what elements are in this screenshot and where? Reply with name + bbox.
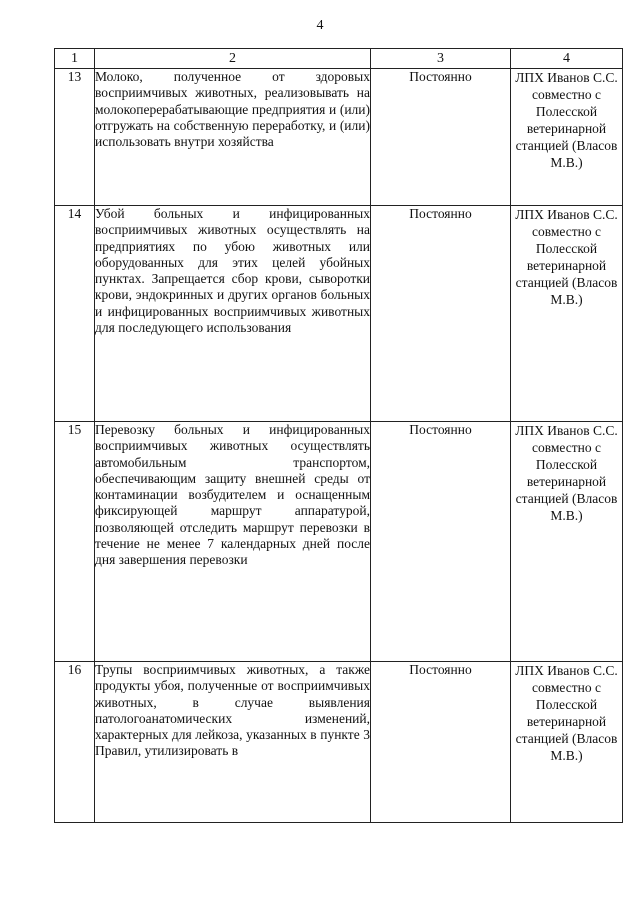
measures-table — [54, 48, 623, 823]
table-header-row — [55, 49, 623, 69]
column-header-2: 2 — [95, 49, 371, 69]
column-header-4: 4 — [511, 49, 623, 69]
responsible-text: ЛПХ Иванов С.С. совместно с Полесской ветеринарной станцией (Власов М.В.) — [511, 206, 623, 422]
table-row — [55, 206, 623, 422]
term-text: Постоянно — [371, 69, 511, 206]
responsible-text: ЛПХ Иванов С.С. совместно с Полесской ветеринарной станцией (Власов М.В.) — [511, 69, 623, 206]
row-number: 13 — [55, 69, 95, 206]
row-number: 15 — [55, 422, 95, 662]
column-header-3: 3 — [371, 49, 511, 69]
page-number: 4 — [316, 18, 324, 33]
column-header-1: 1 — [55, 49, 95, 69]
measure-text: Молоко, полученное от здоровых восприимчивых животных, реализовывать на молокоперерабатывающие предприятия и (или) отгружать на собственную переработку, и (или) использовать внутри хозяйства — [95, 69, 371, 206]
term-text: Постоянно — [371, 206, 511, 422]
term-text: Постоянно — [371, 662, 511, 823]
responsible-text: ЛПХ Иванов С.С. совместно с Полесской ветеринарной станцией (Власов М.В.) — [511, 422, 623, 662]
row-number: 16 — [55, 662, 95, 823]
measure-text: Убой больных и инфицированных восприимчивых животных осуществлять на предприятиях по убою животных или оборудованных для этих целей убойных пунктах. Запрещается сбор крови, сыворотки крови, эндокринных и других органов больных и инфицированных восприимчивых животных для последующего использования — [95, 206, 371, 422]
table-row — [55, 662, 623, 823]
responsible-text: ЛПХ Иванов С.С. совместно с Полесской ветеринарной станцией (Власов М.В.) — [511, 662, 623, 823]
table-row — [55, 422, 623, 662]
term-text: Постоянно — [371, 422, 511, 662]
measure-text: Перевозку больных и инфицированных восприимчивых животных осуществлять автомобильным транспортом, обеспечивающим защиту внешней среды от контаминации возбудителем и оснащенным фиксирующей маршрут аппаратурой, позволяющей отследить маршрут перевозки в течение не менее 7 календарных дней после дня завершения перевозки — [95, 422, 371, 662]
row-number: 14 — [55, 206, 95, 422]
table-row — [55, 69, 623, 206]
measure-text: Трупы восприимчивых животных, а также продукты убоя, полученные от восприимчивых животных, в случае выявления патологоанатомических изменений, характерных для лейкоза, указанных в пункте 3 Правил, утилизировать в — [95, 662, 371, 823]
